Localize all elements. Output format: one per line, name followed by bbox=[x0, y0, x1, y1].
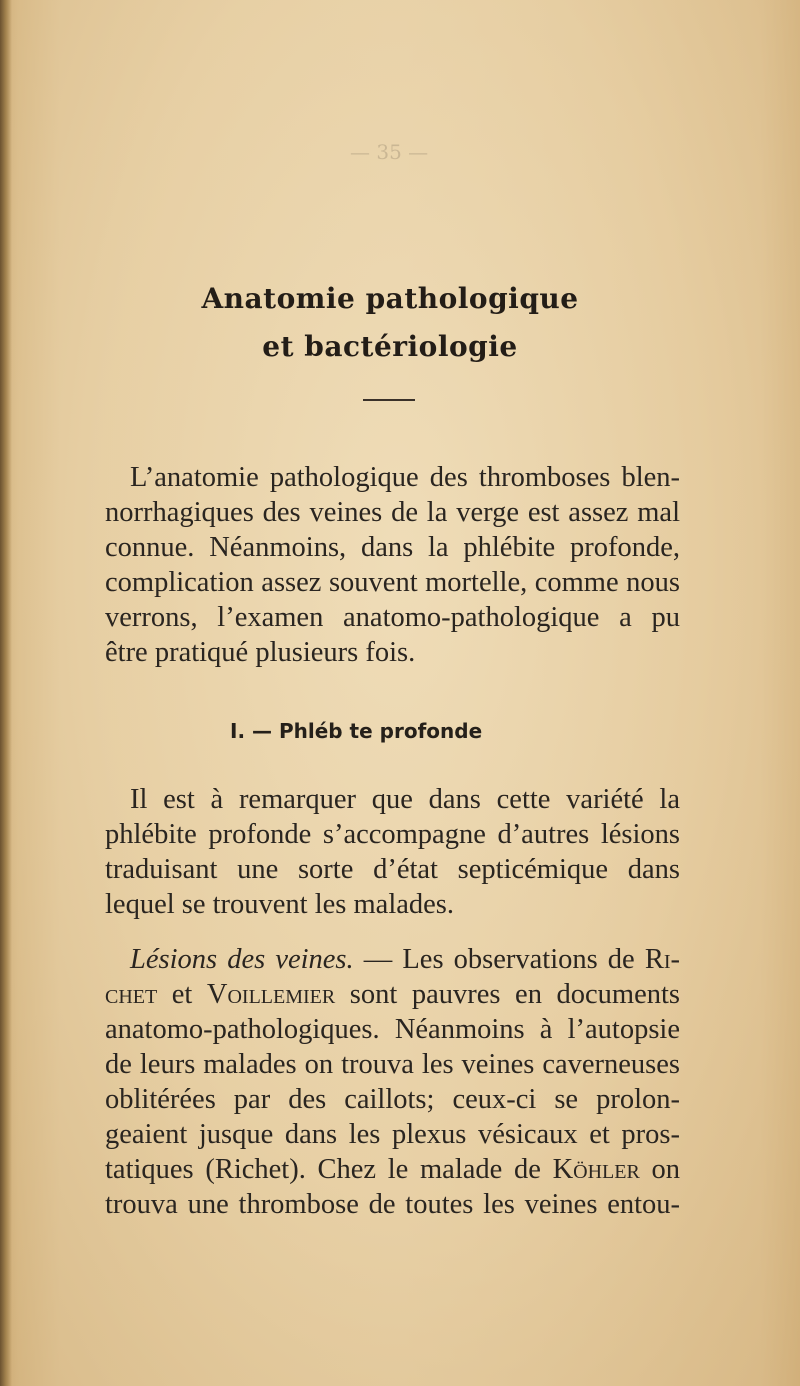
lesions-line-1 bbox=[130, 943, 680, 977]
page-number: — 35 — bbox=[350, 140, 429, 164]
lesions-line-2-rest: sont pauvres en documents bbox=[335, 979, 680, 1010]
title-divider bbox=[363, 399, 415, 401]
lesions-line-5: oblitérées par des caillots; ceux-ci se prolon- bbox=[105, 1084, 680, 1115]
page-binding-edge bbox=[0, 0, 12, 1386]
section1-line-4: lequel se trouvent les malades. bbox=[105, 889, 455, 920]
lesions-line-4: de leurs malades on trouva les veines caverneuses bbox=[105, 1049, 680, 1080]
intro-line-6: être pratiqué plusieurs fois. bbox=[105, 637, 416, 668]
lesions-line-7-end: on bbox=[639, 1154, 680, 1185]
lesions-line-8: trouva une thrombose de toutes les veines entou- bbox=[105, 1189, 680, 1220]
section-heading-phlebite-profonde: I. — Phléb te profonde bbox=[230, 719, 483, 743]
lesions-line-6: geaient jusque dans les plexus vésicaux et pros- bbox=[105, 1119, 680, 1150]
intro-line-1: L’anatomie pathologique des thromboses blen- bbox=[130, 462, 680, 493]
lesions-line-2-mid: et bbox=[157, 979, 207, 1010]
intro-line-3: connue. Néanmoins, dans la phlébite profonde, bbox=[105, 532, 680, 563]
intro-line-4: complication assez souvent mortelle, comme nous bbox=[105, 567, 680, 598]
lesions-line-1-text: — Les observations de bbox=[353, 944, 645, 975]
section1-line-2: phlébite profonde s’accompagne d’autres lésions bbox=[105, 819, 680, 850]
intro-line-5: verrons, l’examen anatomo-pathologique a pu bbox=[105, 602, 680, 633]
author-name-voillemier: Voillemier bbox=[206, 979, 336, 1010]
lesions-subheading: Lésions des veines. bbox=[130, 944, 354, 975]
section1-line-3: traduisant une sorte d’état septicémique dans bbox=[105, 854, 680, 885]
chapter-title-line-1: Anatomie pathologique bbox=[201, 282, 579, 315]
intro-line-2: norrhagiques des veines de la verge est assez mal bbox=[105, 497, 680, 528]
chapter-title-line-2: et bactériologie bbox=[262, 330, 518, 363]
author-name-richet-part1: Ri- bbox=[644, 944, 680, 975]
author-name-kohler: Köhler bbox=[552, 1154, 640, 1185]
lesions-line-2 bbox=[105, 978, 680, 1012]
lesions-line-3: anatomo-pathologiques. Néanmoins à l’autopsie bbox=[105, 1014, 680, 1045]
section1-line-1: Il est à remarquer que dans cette variété la bbox=[130, 784, 680, 815]
lesions-line-7 bbox=[105, 1153, 680, 1187]
author-name-richet-part2: chet bbox=[105, 979, 158, 1010]
lesions-line-7-start: tatiques (Richet). Chez le malade de bbox=[105, 1154, 553, 1185]
